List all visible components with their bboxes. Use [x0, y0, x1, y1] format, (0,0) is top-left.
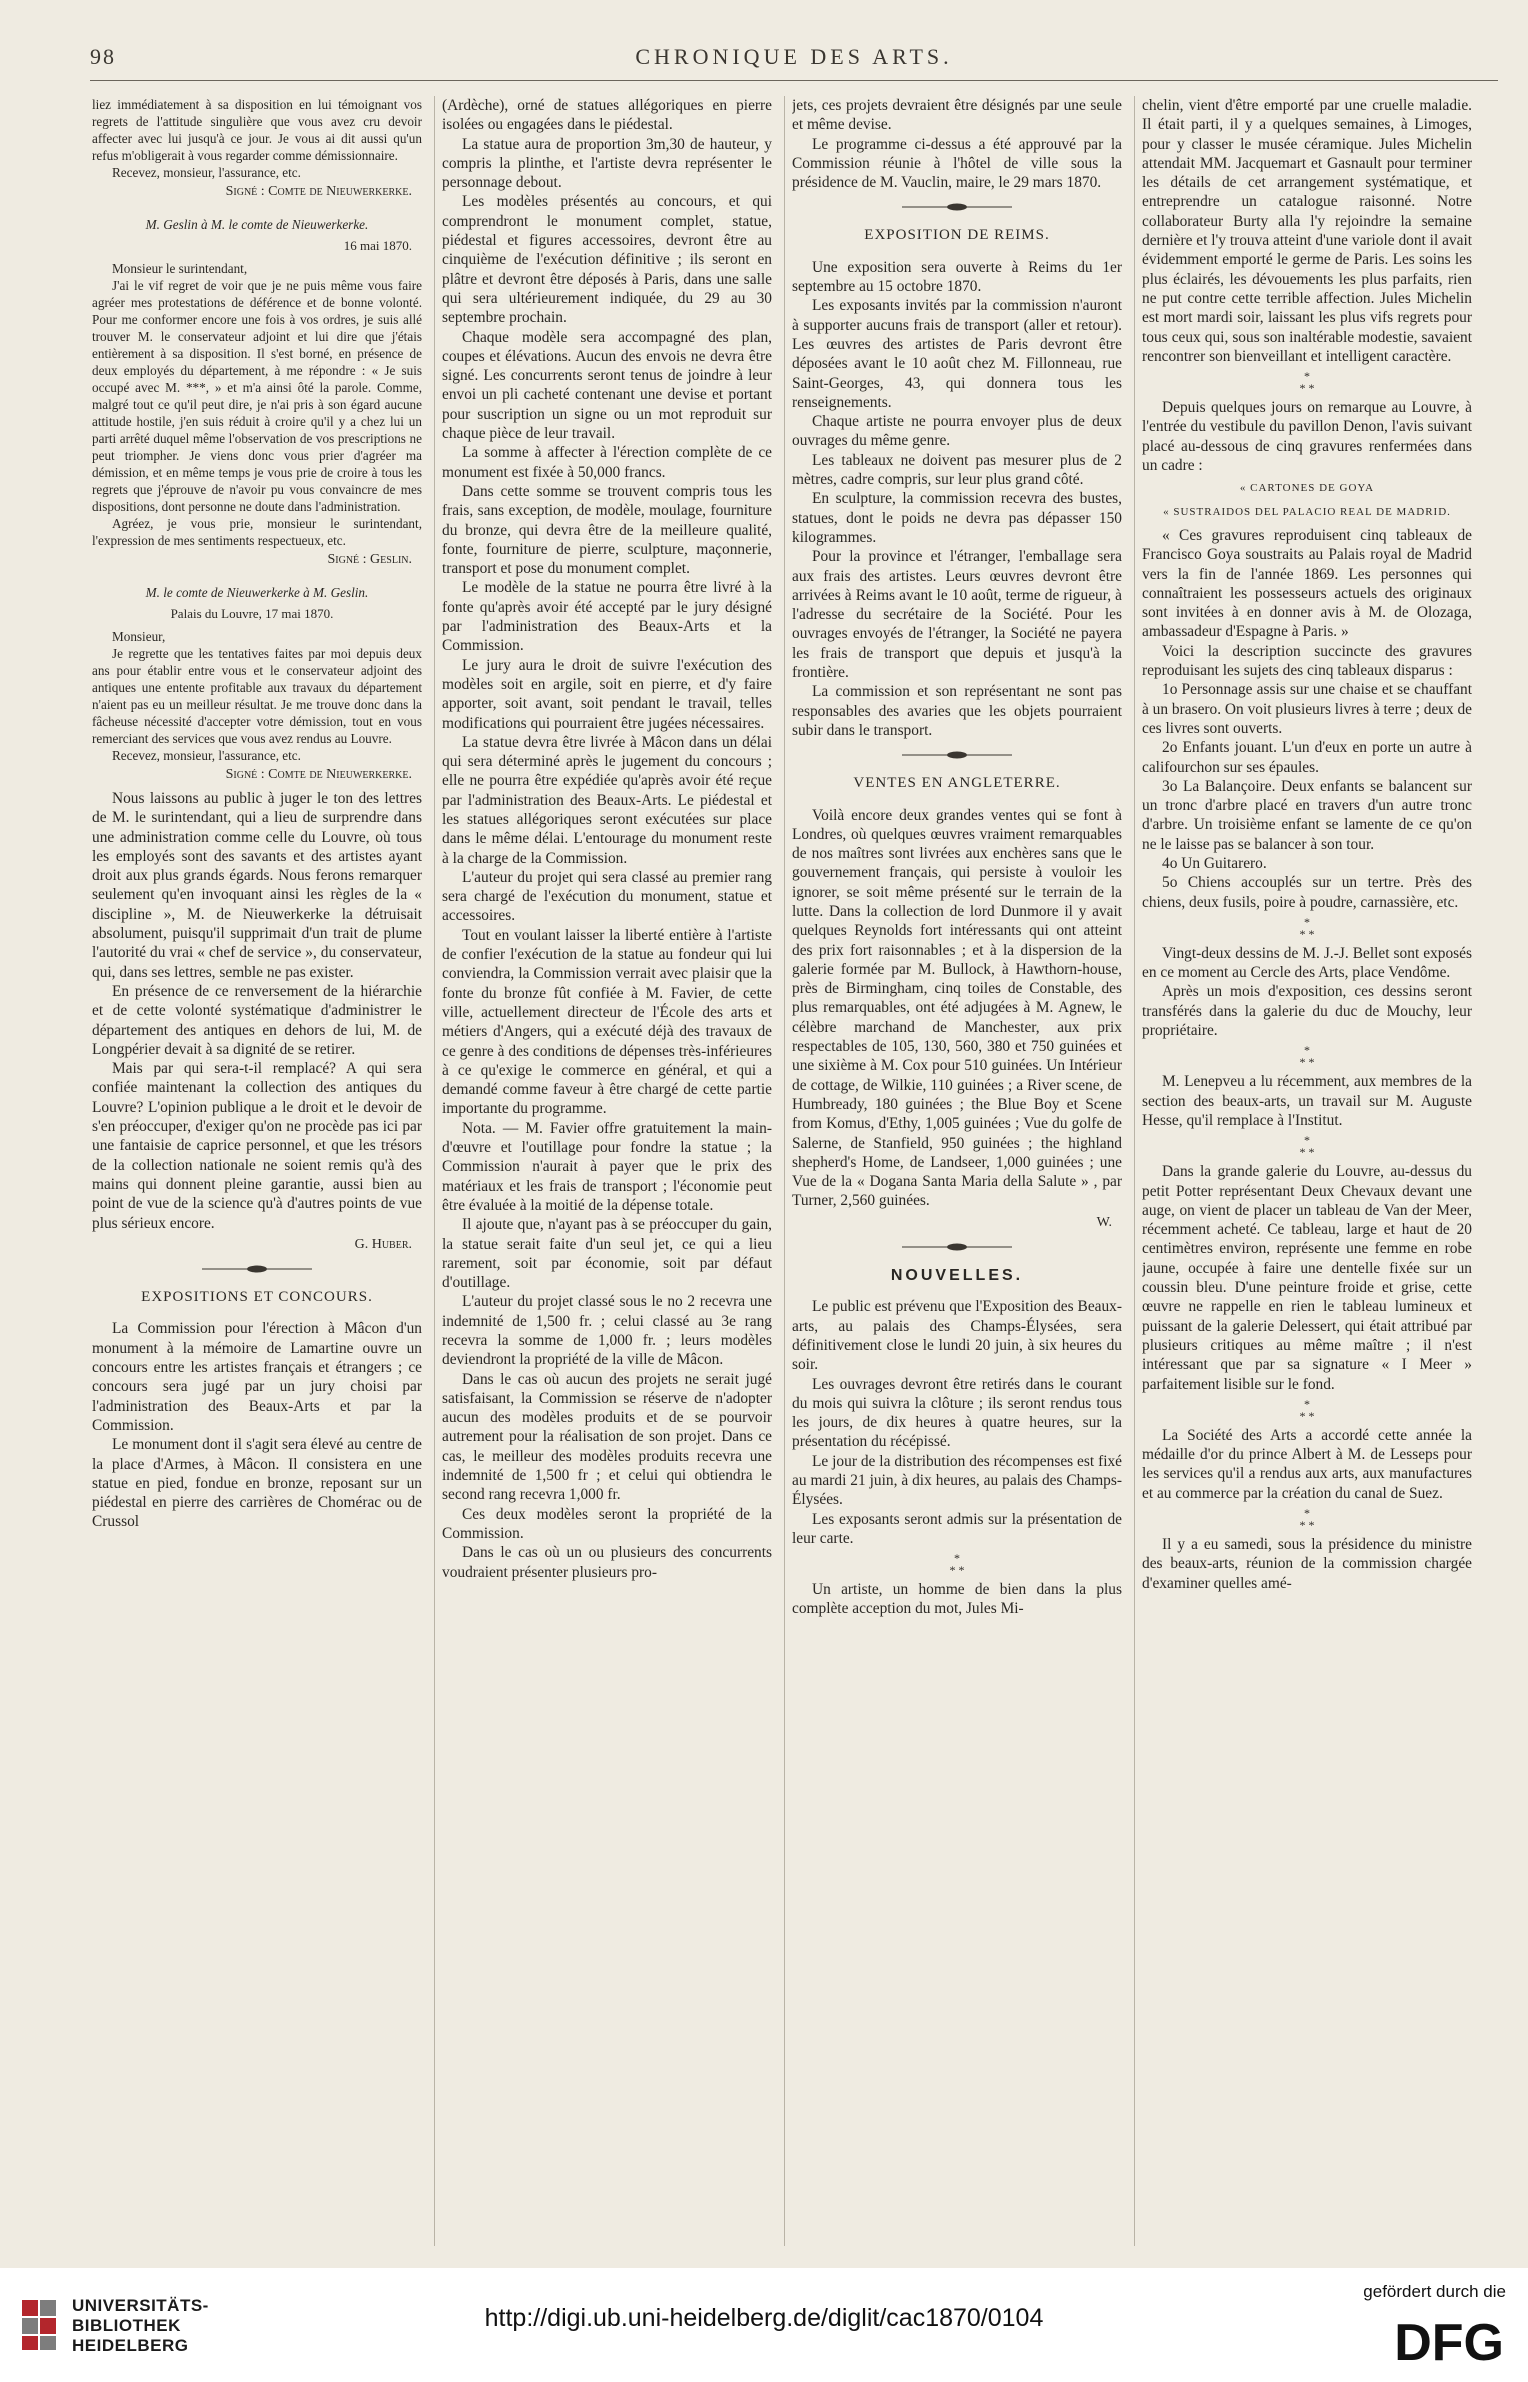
letter-heading: M. Geslin à M. le comte de Nieuwerkerke. [145, 217, 369, 232]
paragraph: Dans le cas où aucun des projets ne serait jugé satisfaisant, la Commission se réserve de n'adopter aucun des modèles produits et de se pourvoir autrement pour la réalisation de son projet. Dans ce cas, le meilleur des modèles produits recevra une indemnité de 1,500 fr ; et celui qui obtiendra le second rang recevra 1,000 fr. [442, 1370, 772, 1504]
asterism: * * * [1299, 1396, 1315, 1423]
paragraph: Il y a eu samedi, sous la présidence du ministre des beaux-arts, réunion de la commission chargée d'examiner quelles amé- [1142, 1536, 1472, 1592]
paragraph: Agréez, je vous prie, monsieur le surintendant, l'expression de mes sentiments respectueux, etc. [92, 516, 422, 548]
paragraph: Vingt-deux dessins de M. J.-J. Bellet sont exposés en ce moment au Cercle des Arts, place Vendôme. [1142, 944, 1472, 982]
column-1 [92, 96, 422, 2246]
paragraph: En présence de ce renversement de la hiérarchie et de cette volonté systématique d'administrer le département des antiques en dehors de lui, M. de Longpérier devait à sa dignité de se retirer. [92, 982, 422, 1058]
paragraph: Les exposants invités par la commission n'auront à supporter aucuns frais de transport (aller et retour). Les œuvres des artistes de Paris devront être déposées avant le 10 août chez M. Fillonneau, rue Saint-Georges, 43, qui donnera tous les renseignements. [792, 297, 1122, 411]
paragraph: La statue devra être livrée à Mâcon dans un délai qui sera déterminé après le jugement du concours ; elle ne pourra être expédiée qu'après avoir été reçue par l'administration des Beaux-Arts. Le piédestal et les statues allégoriques seront exécutées sur place dans le même délai. L'entourage du monument reste à la charge de la Commission. [442, 733, 772, 867]
list-item: 5o Chiens accouplés sur un tertre. Près des chiens, deux fusils, poire à poudre, carnassière, etc. [1142, 874, 1472, 911]
paragraph: Nota. — M. Favier offre gratuitement la main-d'œuvre et l'outillage pour fondre la statue ; la Commission n'aurait à payer que le prix des matériaux et les frais de transport ; l'économie peut être évaluée à la moitié de la dépense totale. [442, 1119, 772, 1214]
paragraph: Le monument dont il s'agit sera élevé au centre de la place d'Armes, à Mâcon. Il consistera en une statue en pied, fondue en bronze, reposant sur un piédestal en pierre des carrières de Chomérac ou de Crussol [92, 1436, 422, 1531]
signature: G. Huber. [354, 1236, 412, 1252]
header-rule [90, 80, 1498, 81]
paragraph: Le programme ci-dessus a été approuvé par la Commission réunie à l'hôtel de ville sous la présidence de M. Vauclin, maire, le 29 mars 1870. [792, 135, 1122, 192]
paragraph: jets, ces projets devraient être désignés par une seule et même devise. [792, 97, 1122, 134]
list-item: 2o Enfants jouant. L'un d'eux en porte un autre à califourchon sur ses épaules. [1142, 739, 1472, 776]
paragraph: La commission et son représentant ne sont pas responsables des avaries que les objets pourraient subir dans le transport. [792, 683, 1122, 739]
section-title: EXPOSITIONS ET CONCOURS. [141, 1289, 373, 1306]
asterism: * * * [1299, 1506, 1315, 1532]
column-divider [784, 96, 785, 2246]
asterism: * * * [1299, 1043, 1315, 1070]
ornament-divider-icon [897, 202, 1017, 212]
paragraph: Nous laissons au public à juger le ton des lettres de M. le surintendant, qui a lieu de surprendre dans une administration comme celle du Louvre, où tous les employés sont des savants et des artistes ayant droit aux plus grands égards. Nous ferons remarquer seulement qu'en invoquant ainsi les règles de la « discipline », M. de Nieuwerkerke la détruisait absolument, puisqu'il supprimait d'un trait de plume l'autorité du vrai « chef de service », du conservateur, qui, dans ses lettres, semble ne pas exister. [92, 790, 422, 981]
paragraph: Mais par qui sera-t-il remplacé? A qui sera confiée maintenant la collection des antiques du Louvre? L'opinion publique a le droit et le devoir de s'en préoccuper, d'exiger qu'on ne procède pas ici par une fantaisie de caprice personnel, et que les trésors de la collection nationale ne soient remis qu'à des mains qui donnent pleine garantie, aussi bien au point de vue de la science qu'à d'autres points de vue plus sérieux encore. [92, 1060, 422, 1232]
column-4 [1142, 96, 1472, 2246]
ornament-divider-icon [897, 750, 1017, 760]
ornament-divider-icon [897, 1242, 1017, 1252]
column-divider [1134, 96, 1135, 2246]
paragraph: L'auteur du projet classé sous le no 2 recevra une indemnité de 1,500 fr. ; celui classé au 3e rang recevra la somme de 1,000 fr. ; leurs modèles deviendront la propriété de la ville de Mâcon. [442, 1293, 772, 1369]
logo-text-line: UNIVERSITÄTS- [72, 2296, 209, 2315]
section-title: EXPOSITION DE REIMS. [864, 227, 1050, 244]
paragraph: Le public est prévenu que l'Exposition des Beaux-arts, au palais des Champs-Élysées, sera définitivement close le lundi 20 juin, à six heures du soir. [792, 1298, 1122, 1374]
paragraph: Les exposants seront admis sur la présentation de leur carte. [792, 1510, 1122, 1547]
paragraph: Les ouvrages devront être retirés dans le courant du mois qui suivra la clôture ; ils seront rendus tous les jours, de dix heures à quatre heures, sur la présentation du récépissé. [792, 1375, 1122, 1451]
paragraph: Le jour de la distribution des récompenses est fixé au mardi 21 juin, à dix heures, au palais des Champs-Élysées. [792, 1452, 1122, 1509]
permalink-url[interactable]: http://digi.ub.uni-heidelberg.de/diglit/cac1870/0104 [484, 2304, 1044, 2332]
section-title: VENTES EN ANGLETERRE. [853, 775, 1061, 792]
quoted-heading: « CARTONES DE GOYA [1239, 482, 1375, 495]
paragraph: Recevez, monsieur, l'assurance, etc. [112, 748, 301, 763]
logo-text-line: BIBLIOTHEK [72, 2316, 181, 2335]
column-2 [442, 96, 772, 2246]
paragraph: Ces deux modèles seront la propriété de la Commission. [442, 1505, 772, 1542]
paragraph: Dans le cas où un ou plusieurs des concurrents voudraient présenter plusieurs pro- [442, 1544, 772, 1581]
paragraph: J'ai le vif regret de voir que je ne puis même vous faire agréer mes protestations de déférence et de bonne volonté. Pour me conformer encore une fois à vos ordres, je suis allé trouver M. le conservateur adjoint et lui dire que j'étais entièrement à sa disposition. Il s'est borné, en présence de deux employés du département, à me répondre : « Je suis occupé avec M. ***, » et m'a ainsi ôté la parole. Comme, malgré tout ce qu'il peut dire, je n'ai pris à son égard aucune attitude hostile, j'en suis réduit à croire qu'il y a chez lui un parti arrêté duquel même l'observation de vos prescriptions ne peut triompher. Je viens donc vous prier d'agréer ma démission, et en même temps je vous prie de croire à tous les regrets que j'éprouve de n'avoir pu vous convaincre de mes dispositions, dont personne ne doute dans l'administration. [92, 278, 422, 514]
ornament-divider-icon [197, 1264, 317, 1274]
signature: W. [1096, 1214, 1112, 1230]
paragraph: Tout en voulant laisser la liberté entière à l'artiste de confier l'exécution de la statue au fondeur qui lui conviendra, la Commission verrait avec plaisir que la fonte du bronze fût confiée à M. Favier, de cette ville, actuellement directeur de l'École des arts et métiers d'Angers, qui a exécuté déjà des travaux de ce genre à des conditions de dépenses très-inférieures à ce qu'exige le commerce en général, et qui a demandé comme faveur à être chargé de cette partie importante du programme. [442, 926, 772, 1118]
digitization-footer [0, 2268, 1528, 2382]
list-item: 4o Un Guitarero. [1162, 854, 1267, 872]
paragraph: Dans cette somme se trouvent compris tous les frais, sans exception, de modèle, moulage, fourniture du bronze, qui devra être de la meilleure qualité, fonte, fourniture de pierre, sculpture, maçonnerie, transport et pose du monument complet. [442, 482, 772, 578]
salutation: Monsieur, [112, 629, 166, 644]
letter-heading: M. le comte de Nieuwerkerke à M. Geslin. [145, 585, 369, 600]
letter-date: Palais du Louvre, 17 mai 1870. [170, 606, 334, 621]
paragraph: La somme à affecter à l'érection complète de ce monument est fixée à 50,000 francs. [442, 444, 772, 481]
letter-date: 16 mai 1870. [343, 238, 412, 253]
paragraph: La Commission pour l'érection à Mâcon d'un monument à la mémoire de Lamartine ouvre un concours entre les artistes français et étrangers ; ce concours sera jugé par un jury choisi par l'administration des Beaux-Arts et par la Commission. [92, 1320, 422, 1434]
paragraph: La statue aura de proportion 3m,30 de hauteur, y compris la plinthe, et l'artiste devra représenter le personnage debout. [442, 135, 772, 192]
paragraph: Voilà encore deux grandes ventes qui se font à Londres, où quelques œuvres vraiment remarquables de nos maîtres sont livrées aux enchères sans que le gouvernement français, qui persiste à vouloir les ignorer, se soit même présenté sur le terrain de la lutte. Dans la collection de lord Dunmore il y avait quelques Reynolds fort intéressants qui ont atteint des prix fort raisonnables ; et à la dispersion de la galerie formée par M. Bullock, à Hawthorn-house, près de Birmingham, cinq toiles de Constable, des plus remarquables, ont été adjugées à M. Agnew, le célèbre marchand de Manchester, aux prix respectables de 105, 130, 560, 380 et 750 guinées et une sixième à M. Cox pour 510 guinées. Un Intérieur de cottage, de Wilkie, 110 guinées ; a River scene, de Humbready, 180 guinées ; the Blue Boy et Scene from Komus, d'Ethy, 1,005 guinées ; Vue du golfe de Salerne, de Stanfield, 950 guinées ; the highland shepherd's Home, de Landseer, 1,000 guinées ; une Vue de la « Dogana Santa Maria della Salute » , par Turner, 2,560 guinées. [792, 806, 1122, 1210]
asterism: * * * [1299, 1133, 1315, 1160]
asterism: * * * [1299, 914, 1315, 941]
sponsor-label: gefördert durch die [1363, 2282, 1506, 2301]
salutation: Monsieur le surintendant, [112, 261, 248, 276]
signature: Signé : Geslin. [327, 552, 412, 567]
paragraph: En sculpture, la commission recevra des bustes, statues, dont le poids ne devra pas dépasser 150 kilogrammes. [792, 490, 1122, 546]
paragraph: Un artiste, un homme de bien dans la plus complète acception du mot, Jules Mi- [792, 1581, 1122, 1618]
paragraph: Voici la description succincte des gravures reproduisant les sujets des cinq tableaux disparus : [1142, 642, 1472, 680]
paragraph: (Ardèche), orné de statues allégoriques en pierre isolées ou engagées dans le piédestal. [442, 97, 772, 134]
paragraph: « Ces gravures reproduisent cinq tableaux de Francisco Goya soustraits au Palais royal de Madrid vers la fin de l'année 1869. Les personnes qui connaîtraient les possesseurs actuels des originaux sont invitées à en donner avis à M. de Olozaga, ambassadeur d'Espagne à Paris. » [1142, 526, 1472, 641]
paragraph: Je regrette que les tentatives faites par moi depuis deux ans pour établir entre vous et le conservateur adjoint des antiques une entente profitable aux travaux du département n'aient pas eu un meilleur résultat. Je me trouve donc dans la fâcheuse nécessité d'accepter votre démission, tout en vous remerciant des services que vous avez rendus au Louvre. [92, 646, 422, 746]
dfg-logo-text: DFG [1394, 2314, 1504, 2366]
paragraph: Pour la province et l'étranger, l'emballage sera aux frais des artistes. Leurs œuvres devront être arrivées à Reims avant le 10 août, terme de rigueur, à l'adresse du secrétaire de la Société. Pour les ouvrages envoyés de l'étranger, la Société ne payera les frais de transport que depuis et jusqu'à la frontière. [792, 548, 1122, 682]
paragraph: Chaque artiste ne pourra envoyer plus de deux ouvrages du même genre. [792, 413, 1122, 450]
dfg-logo-icon [1386, 2310, 1506, 2366]
quoted-heading: « SUSTRAIDOS DEL PALACIO REAL DE MADRID. [1163, 505, 1451, 518]
section-title: NOUVELLES. [890, 1267, 1024, 1285]
column-divider [434, 96, 435, 2246]
column-3 [792, 96, 1122, 2246]
paragraph: Les tableaux ne doivent pas mesurer plus de 2 mètres, cadre compris, sur leur plus grand côté. [792, 451, 1122, 489]
sponsor-block[interactable] [1306, 2282, 1506, 2372]
paragraph: Le modèle de la statue ne pourra être livré à la fonte qu'après avoir été accepté par le jury désigné par l'administration des Beaux-Arts et la Commission. [442, 579, 772, 655]
publication-title: CHRONIQUE DES ARTS. [635, 44, 953, 69]
list-item: 1o Personnage assis sur une chaise et se chauffant à un brasero. On voit plusieurs livres à terre ; deux de ces livres sont ouverts. [1142, 681, 1472, 737]
paragraph: L'auteur du projet qui sera classé au premier rang sera chargé de l'exécution du monument, statue et accessoires. [442, 868, 772, 925]
paragraph: Le jury aura le droit de suivre l'exécution des modèles soit en argile, soit en pierre, et d'y faire apporter, soit avant, soit pendant le travail, telles modifications qui pourraient être jugées nécessaires. [442, 656, 772, 732]
signature: Signé : Comte de Nieuwerkerke. [225, 767, 412, 782]
running-head [90, 44, 1498, 76]
paragraph: liez immédiatement à sa disposition en lui témoignant vos regrets de l'attitude singulière que vous avez cru devoir affecter avec lui jusqu'à ce jour. Je vous ai dit aussi qu'un refus m'obligerait à vous regarder comme démissionnaire. [92, 97, 422, 163]
paragraph: Il ajoute que, n'ayant pas à se préoccuper du gain, la statue serait faite d'un seul jet, ce qui a lieu rarement, soit par économie, soit par défaut d'outillage. [442, 1216, 772, 1292]
paragraph: M. Lenepveu a lu récemment, aux membres de la section des beaux-arts, un travail sur M. Auguste Hesse, qu'il remplace à l'Institut. [1142, 1073, 1472, 1129]
paragraph: Depuis quelques jours on remarque au Louvre, à l'entrée du vestibule du pavillon Denon, l'avis suivant placé au-dessous de cinq gravures renfermées dans un cadre : [1142, 399, 1472, 475]
asterism: * * * [1299, 369, 1315, 396]
signature: Signé : Comte de Nieuwerkerke. [225, 184, 412, 199]
paragraph: Les modèles présentés au concours, et qui comprendront le monument complet, statue, piédestal et figures accessoires, devront être au cinquième de l'exécution définitive ; ils seront en plâtre et devront être déposés à Paris, dans une salle qui sera ultérieurement indiquée, du 29 au 30 septembre prochain. [442, 193, 772, 327]
paragraph: Après un mois d'exposition, ces dessins seront transférés dans la galerie du duc de Mouchy, leur propriétaire. [1142, 983, 1472, 1040]
page-number: 98 [90, 44, 116, 69]
paragraph: Une exposition sera ouverte à Reims du 1er septembre au 15 octobre 1870. [792, 258, 1122, 296]
logo-text-line: HEIDELBERG [72, 2336, 189, 2355]
paragraph: Chaque modèle sera accompagné des plan, coupes et élévations. Aucun des envois ne devra être signé. Les concurrents seront tenus de joindre à leur envoi un pli cacheté contenant une devise et portant pour suscription un signe ou un mot reproduit sur chaque pièce de leur travail. [442, 328, 772, 443]
asterism: * * * [949, 1551, 965, 1578]
paragraph: Recevez, monsieur, l'assurance, etc. [112, 165, 301, 180]
paragraph: chelin, vient d'être emporté par une cruelle maladie. Il était parti, il y a quelques semaines, à Limoges, pour y classer le musée céramique. Jules Michelin attendait MM. Jacquemart et Gasnault pour terminer les détails de cet arrangement systématique, et entreprendre un catalogue raisonné. Notre collaborateur Burty alla l'y rejoindre la semaine dernière et l'y trouva atteint d'une variole dont il avait évidemment emporté le germe de Paris. Les soins les plus éclairés, les dévouements les plus parfaits, rien ne put contre cette terrible affection. Jules Michelin est mort mardi soir, laissant les plus vifs regrets pour tous ceux qui, sous son inaltérable modestie, savaient rencontrer son bienveillant et intelligent caractère. [1142, 97, 1472, 365]
list-item: 3o La Balançoire. Deux enfants se balancent sur un tronc d'arbre placé en travers d'un autre tronc d'arbre. Un troisième enfant se lamente de ce qu'on ne le laisse pas se balancer à son tour. [1142, 777, 1472, 853]
paragraph: Dans la grande galerie du Louvre, au-dessus du petit Potter représentant Deux Chevaux devant une auge, on vient de placer un tableau de Van der Meer, récemment acheté. Ce tableau, large et haut de 20 centimètres environ, représente une femme en robe jaune, occupée à faire une dentelle fixée sur un coussin bleu. D'une peinture froide et grise, cette œuvre ne rappelle en rien le tableau lumineux et puissant de la galerie Delessert, qui était attribué par plusieurs critiques au même maître ; il n'est intéressant que par sa signature « I Meer » parfaitement lisible sur le fond. [1142, 1163, 1472, 1393]
paragraph: La Société des Arts a accordé cette année la médaille d'or du prince Albert à M. de Lesseps pour les services qu'il a rendus aux arts, aux manufactures et au commerce par la création du canal de Suez. [1142, 1426, 1472, 1502]
